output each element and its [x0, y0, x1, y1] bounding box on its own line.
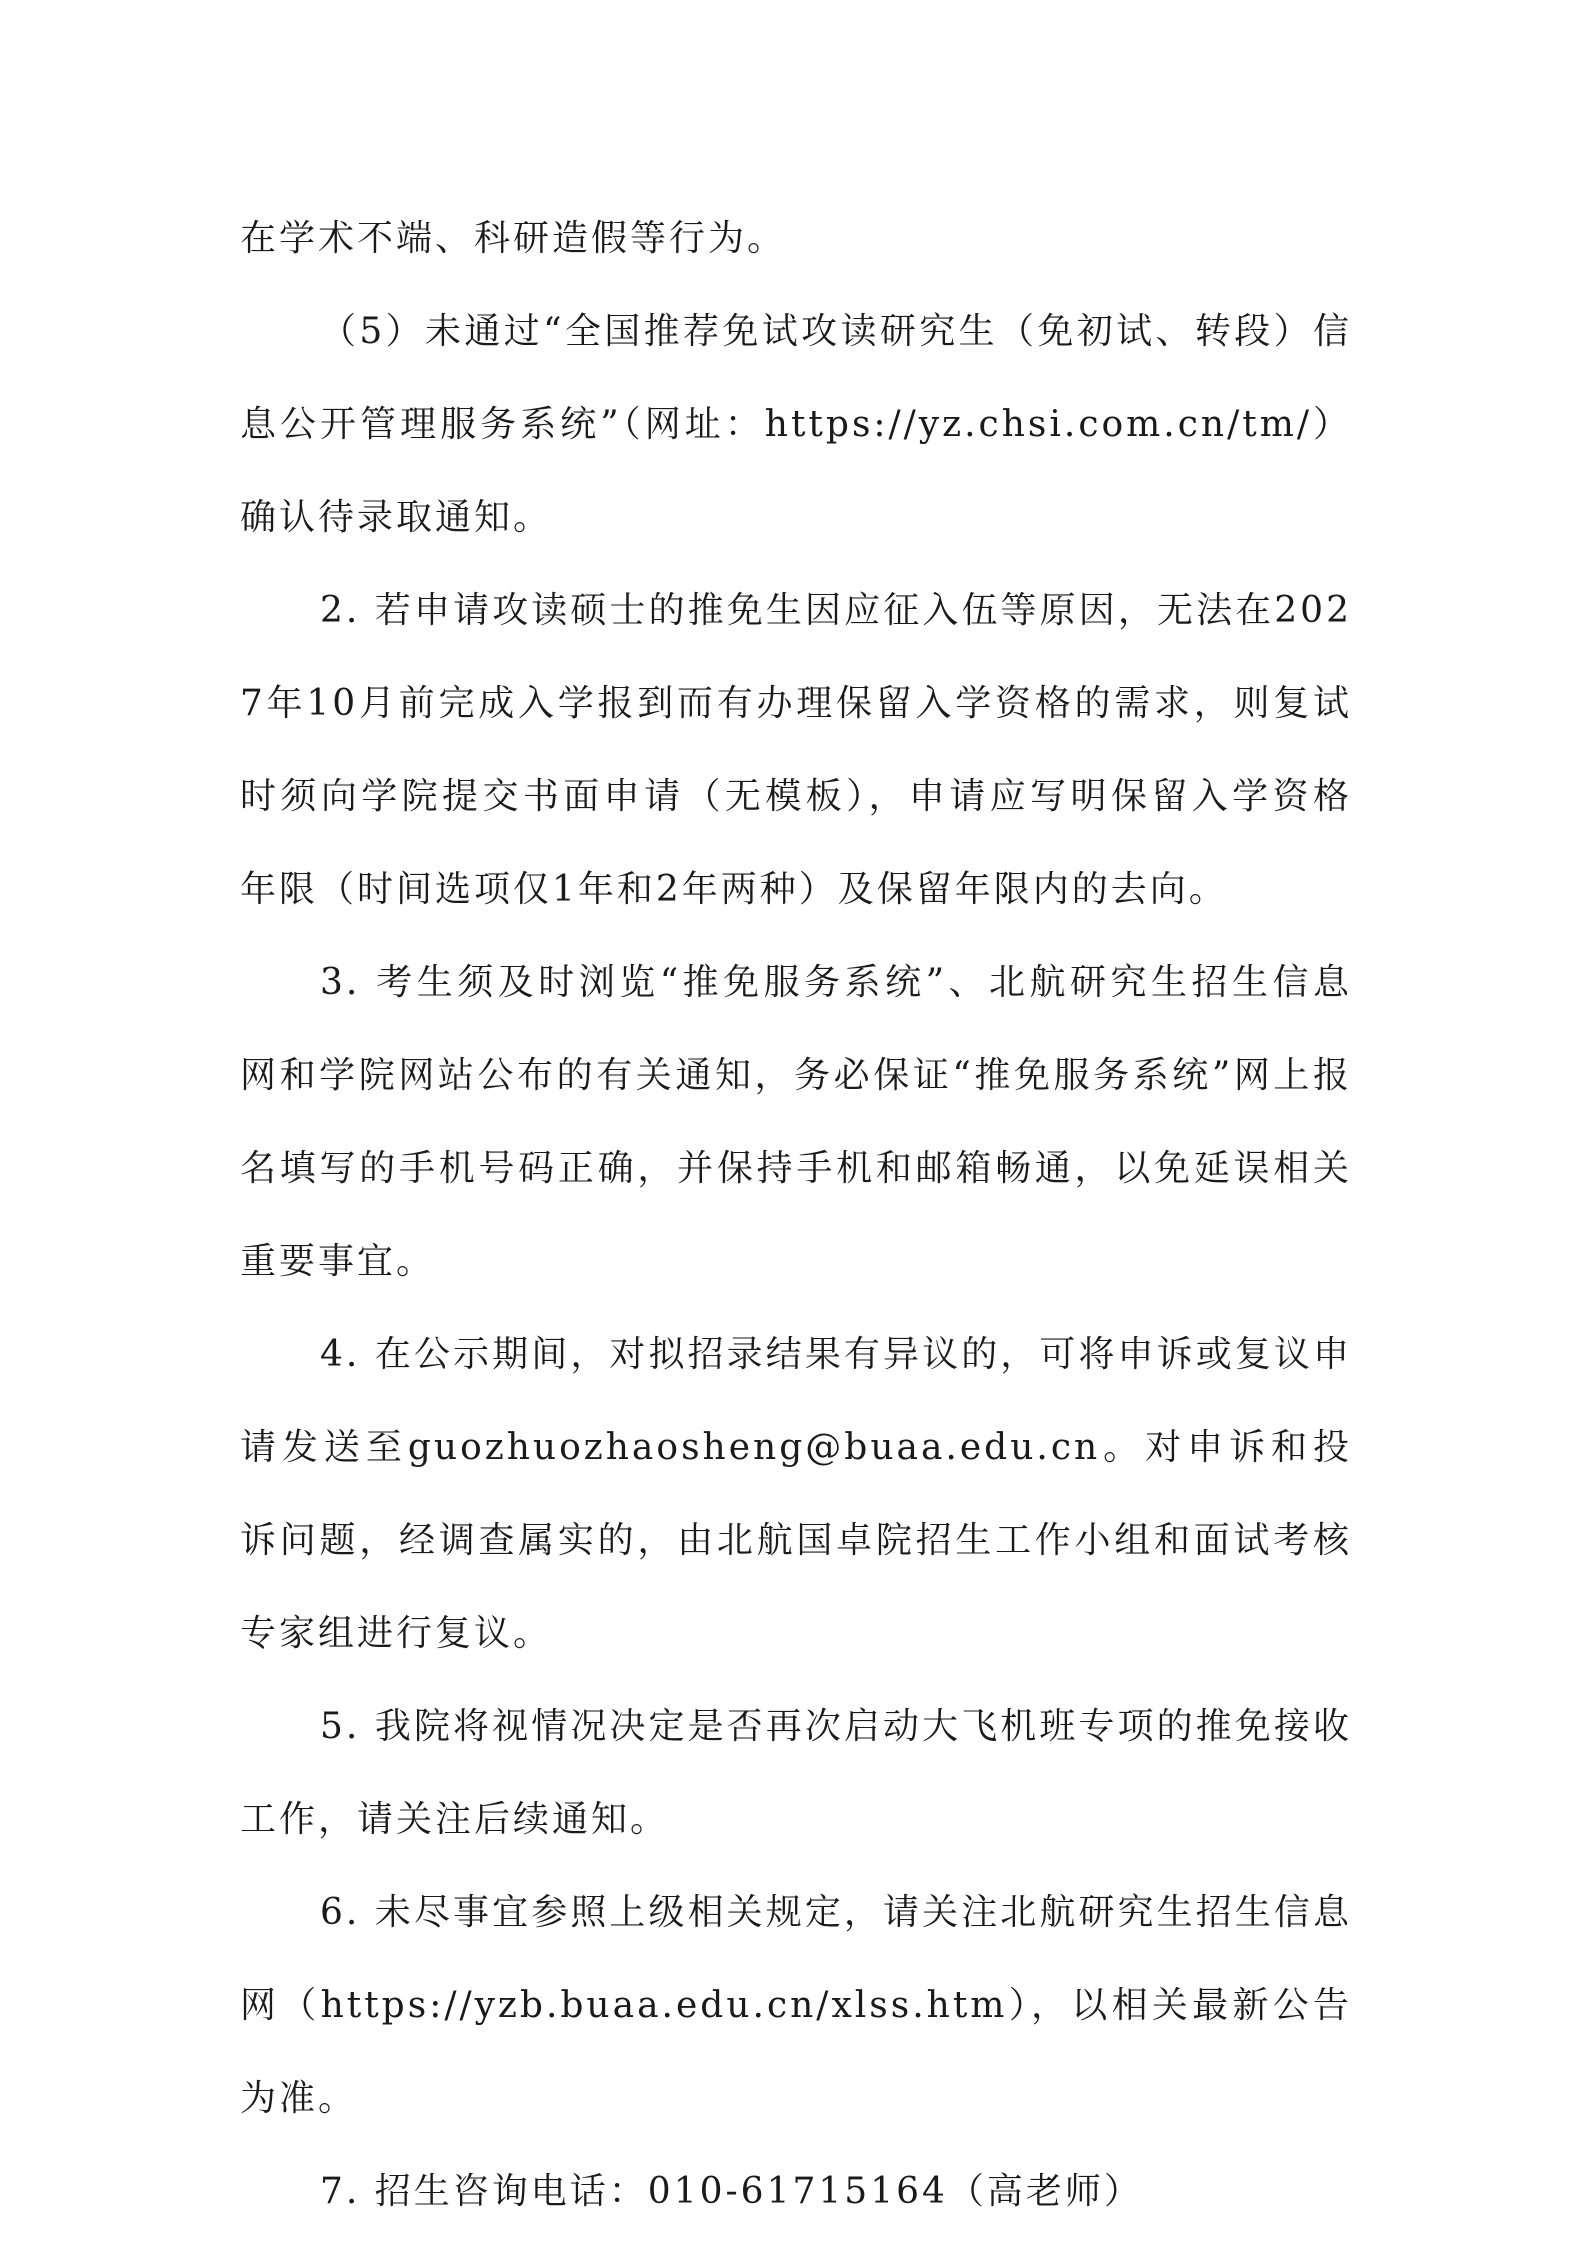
paragraph-point-6: 6. 未尽事宜参照上级相关规定，请关注北航研究生招生信息网（https://yzb.buaa.edu.cn/xlss.htm），以相关最新公告为准。	[240, 1892, 1352, 2119]
paragraph-point-7: 7. 招生咨询电话：010-61715164（高老师）	[320, 2171, 1143, 2212]
paragraph-item-5: （5）未通过“全国推荐免试攻读研究生（免初试、转段）信息公开管理服务系统”（网址：https://yz.chsi.com.cn/tm/）确认待录取通知。	[240, 311, 1352, 538]
document-body	[240, 192, 1352, 2238]
paragraph-point-3: 3. 考生须及时浏览“推免服务系统”、北航研究生招生信息网和学院网站公布的有关通知，务必保证“推免服务系统”网上报名填写的手机号码正确，并保持手机和邮箱畅通，以免延误相关重要事宜。	[240, 962, 1352, 1282]
paragraph-continuation: 在学术不端、科研造假等行为。	[240, 218, 787, 259]
paragraph-point-5: 5. 我院将视情况决定是否再次启动大飞机班专项的推免接收工作，请关注后续通知。	[240, 1706, 1352, 1840]
paragraph-point-2: 2. 若申请攻读硕士的推免生因应征入伍等原因，无法在2027年10月前完成入学报到而有办理保留入学资格的需求，则复试时须向学院提交书面申请（无模板），申请应写明保留入学资格年限（时间选项仅1年和2年两种）及保留年限内的去向。	[240, 590, 1352, 910]
paragraph-point-4: 4. 在公示期间，对拟招录结果有异议的，可将申诉或复议申请发送至guozhuozhaosheng@buaa.edu.cn。对申诉和投诉问题，经调查属实的，由北航国卓院招生工作小组和面试考核专家组进行复议。	[240, 1334, 1352, 1654]
